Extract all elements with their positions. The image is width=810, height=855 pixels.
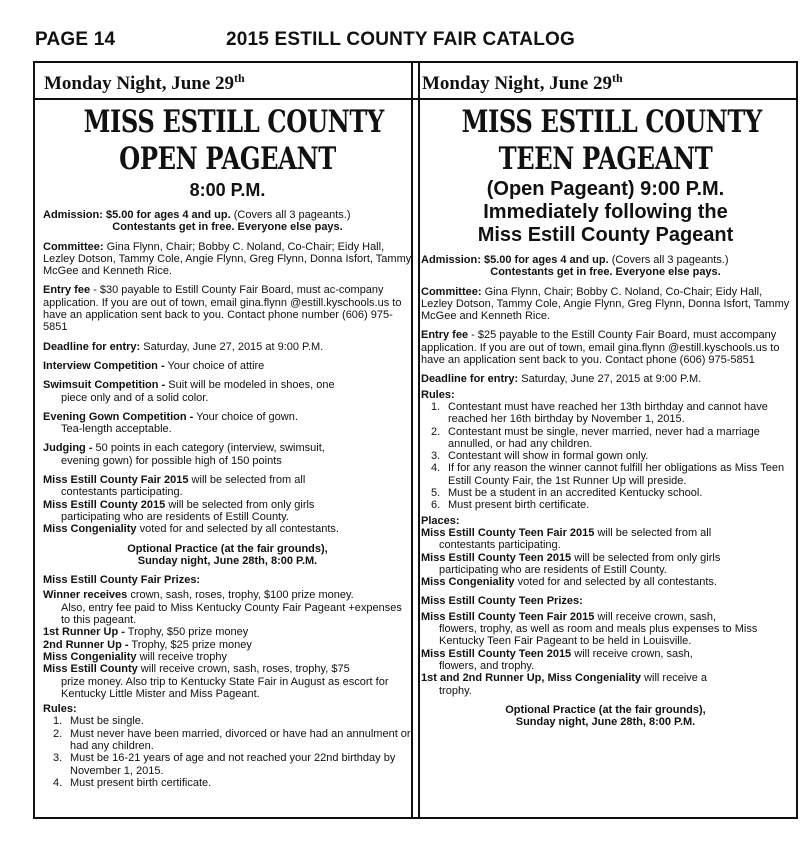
runner-up-text: will receive a	[641, 672, 708, 685]
deadline	[43, 341, 412, 353]
teen-fair-label: Miss Estill County Teen Fair 2015	[421, 526, 595, 539]
practice-line-2	[43, 555, 412, 567]
teen-county-prize-text: will receive crown, sash,	[571, 647, 693, 660]
event-date	[421, 67, 790, 95]
admission-label: Admission: $5.00 for ages 4 and up.	[43, 209, 231, 221]
committee-label: Committee:	[43, 240, 104, 253]
swimsuit-label: Swimsuit Competition -	[43, 379, 166, 392]
gown-details: Your choice of gown.	[193, 410, 298, 423]
pageant-title-line-1: MISS ESTILL COUNTY	[83, 104, 384, 140]
rules-list	[43, 715, 412, 789]
practice-line-1	[43, 543, 412, 555]
list-item	[421, 487, 790, 499]
deadline-label: Deadline for entry:	[421, 373, 519, 386]
deadline	[421, 373, 790, 385]
event-date-text: Monday Night, June 29	[44, 73, 235, 94]
fair-selection-text-2: contestants participating.	[61, 486, 183, 499]
gown-details-2: Tea-length acceptable.	[61, 423, 172, 436]
event-date-suffix: th	[234, 71, 245, 85]
entry-fee-label: Entry fee	[421, 329, 469, 342]
list-item-text: Contestant must have reached her 13th birthday and cannot have reached her 16th birthday by November 1, 2015.	[448, 400, 768, 426]
second-runner-up	[43, 639, 412, 651]
committee-members: Gina Flynn, Chair; Bobby C. Noland, Co-Chair; Eidy Hall, Lezley Dotson, Tammy Cole, Angie Flynn, Greg Flynn, Donna Isfort, Tammy McGee and Kenneth Rice.	[421, 285, 790, 323]
county-prize-text: will receive crown, sash, roses, trophy, $75	[137, 663, 350, 676]
teen-county-prize-text-2: flowers, and trophy.	[439, 659, 535, 672]
list-item-number: 4.	[53, 776, 63, 789]
entry-fee	[43, 284, 412, 333]
page-header	[35, 29, 800, 56]
judging-label: Judging -	[43, 442, 93, 455]
pageant-subtitle-3: Miss Estill County Pageant	[477, 224, 734, 246]
practice-text-2: Sunday night, June 28th, 8:00 P.M.	[137, 554, 318, 567]
judging-details-2: evening gown) for possible high of 150 points	[61, 454, 282, 467]
judging-details: 50 points in each category (interview, swimsuit,	[92, 442, 325, 455]
winner-label: Winner receives	[43, 589, 128, 602]
practice-text-1: Optional Practice (at the fair grounds),	[127, 542, 328, 555]
admission-label: Admission: $5.00 for ages 4 and up.	[421, 254, 609, 266]
teen-fair-selection	[421, 527, 790, 539]
list-item	[43, 728, 412, 753]
rules-heading-text: Rules:	[43, 703, 77, 716]
swimsuit-details: Suit will be modeled in shoes, one	[165, 379, 335, 392]
swimsuit-details-2: piece only and of a solid color.	[61, 391, 209, 404]
swimsuit-competition	[43, 379, 412, 391]
congeniality-prize	[43, 651, 412, 663]
admission-policy: Contestants get in free. Everyone else pays.	[490, 266, 721, 279]
teen-county-label: Miss Estill County Teen 2015	[421, 551, 572, 564]
pageant-subtitle-2: Immediately following the	[483, 201, 728, 223]
judging	[43, 442, 412, 454]
list-item	[421, 401, 790, 426]
evening-gown-competition	[43, 411, 412, 423]
prizes-heading-text: Miss Estill County Teen Prizes:	[421, 595, 583, 608]
committee	[43, 241, 412, 278]
admission-note: (Covers all 3 pageants.)	[608, 254, 729, 266]
teen-fair-prize-label: Miss Estill County Teen Fair 2015	[421, 610, 595, 623]
gown-label: Evening Gown Competition -	[43, 410, 194, 423]
pageant-title-line-2: OPEN PAGEANT	[119, 141, 336, 177]
first-runner-up	[43, 626, 412, 638]
runner-up-text-2: trophy.	[439, 684, 472, 697]
prizes-heading	[43, 574, 412, 586]
congeniality-selection	[43, 523, 412, 535]
list-item-number: 5.	[431, 487, 441, 500]
list-item-number: 3.	[431, 450, 441, 463]
committee	[421, 286, 790, 323]
county-prize-label: Miss Estill County	[43, 663, 138, 676]
county-selection-text: will be selected from only girls	[165, 498, 315, 511]
congeniality-label: Miss Congeniality	[43, 523, 137, 536]
admission	[43, 209, 412, 221]
list-item-text: Must present birth certificate.	[70, 776, 212, 789]
interview-details: Your choice of attire	[164, 359, 265, 372]
admission-note: (Covers all 3 pageants.)	[230, 209, 351, 221]
event-date	[43, 67, 412, 95]
practice-text-2: Sunday night, June 28th, 8:00 P.M.	[515, 716, 696, 729]
admission	[421, 254, 790, 266]
teen-fair-text-2: contestants participating.	[439, 539, 561, 552]
congeniality-selection	[421, 576, 790, 588]
winner-details: crown, sash, roses, trophy, $100 prize money.	[127, 589, 354, 602]
county-prize	[43, 663, 412, 675]
fair-selection-text: will be selected from all	[188, 474, 306, 487]
list-item-text: Contestant will show in formal gown only.	[448, 450, 649, 463]
entry-fee-details: - $25 payable to the Estill County Fair Board, must accompany application. If you are out of town, email gina.flynn @estill.kyschools.us to have an application sent back to you. Contact phone (606) 975-5851	[421, 329, 780, 367]
places-heading-text: Places:	[421, 514, 460, 527]
county-prize-text-2: prize money. Also trip to Kentucky State Fair in August as escort for Kentucky Little Mister and Miss Pageant.	[61, 675, 389, 700]
teen-pageant-panel	[411, 61, 798, 819]
teen-county-prize	[421, 648, 790, 660]
rules-list	[421, 401, 790, 512]
list-item-text: Must never have been married, divorced or have had an annulment or had any children.	[70, 727, 411, 752]
interview-label: Interview Competition -	[43, 359, 165, 372]
county-selection-text-2: participating who are residents of Estill County.	[61, 510, 289, 523]
committee-label: Committee:	[421, 285, 482, 298]
list-item-number: 2.	[431, 425, 441, 438]
committee-members: Gina Flynn, Chair; Bobby C. Noland, Co-Chair; Eidy Hall, Lezley Dotson, Tammy Cole, Angie Flynn, Greg Flynn, Donna Isfort, Tammy McGee and Kenneth Rice.	[43, 240, 412, 278]
teen-county-selection	[421, 552, 790, 564]
winner-details-2: Also, entry fee paid to Miss Kentucky County Fair Pageant +expenses to this pageant.	[61, 601, 402, 627]
pageant-title-line-1: MISS ESTILL COUNTY	[461, 104, 762, 140]
second-runner-up-prize: Trophy, $25 prize money	[128, 638, 252, 651]
entry-fee-details: - $30 payable to Estill County Fair Board, must ac-company application. If you are out of town, email gina.flynn @estill.kyschools.us to have an application sent back to you. Contact phone number (606) 975-5851	[43, 284, 402, 334]
second-runner-up-label: 2nd Runner Up -	[43, 638, 129, 651]
winner-prize	[43, 589, 412, 601]
teen-fair-prize	[421, 611, 790, 623]
prizes-heading	[421, 595, 790, 607]
list-item-number: 1.	[53, 715, 63, 728]
teen-fair-prize-text-2: flowers, trophy, as well as room and meals plus expenses to Miss Kentucky Teen Fair Pageant to be held in Louisville.	[439, 623, 758, 648]
first-runner-up-prize: Trophy, $50 prize money	[124, 626, 249, 639]
admission-policy: Contestants get in free. Everyone else pays.	[112, 221, 343, 234]
list-item	[43, 715, 412, 727]
list-item-text: Must present birth certificate.	[448, 499, 590, 512]
list-item-text: Must be single.	[70, 715, 144, 728]
list-item	[43, 777, 412, 789]
practice-line-1	[421, 704, 790, 716]
list-item-text: Contestant must be single, never married, never had a marriage annulled, or had any children.	[448, 425, 760, 450]
deadline-label: Deadline for entry:	[43, 340, 141, 353]
list-item-text: If for any reason the winner cannot fulfill her obligations as Miss Teen Estill County Fair, the 1st Runner Up will preside.	[448, 462, 785, 487]
runner-up-prize	[421, 672, 790, 684]
list-item-number: 4.	[431, 462, 441, 475]
deadline-date: Saturday, June 27, 2015 at 9:00 P.M.	[140, 340, 324, 353]
congeniality-text: voted for and selected by all contestants.	[514, 576, 717, 589]
event-date-suffix: th	[612, 71, 623, 85]
teen-fair-text: will be selected from all	[594, 526, 712, 539]
rules-heading	[421, 389, 790, 401]
list-item	[421, 426, 790, 451]
list-item-number: 6.	[431, 499, 441, 512]
practice-text-1: Optional Practice (at the fair grounds),	[505, 703, 706, 716]
teen-fair-prize-text: will receive crown, sash,	[594, 610, 717, 623]
places-heading	[421, 515, 790, 527]
list-item-number: 1.	[431, 400, 441, 413]
entry-fee	[421, 329, 790, 366]
interview-competition	[43, 360, 412, 372]
admission-line-2	[43, 221, 412, 233]
teen-county-prize-label: Miss Estill County Teen 2015	[421, 647, 572, 660]
pageant-title-line-2: TEEN PAGEANT	[498, 141, 713, 177]
list-item-number: 2.	[53, 727, 63, 740]
congeniality-label: Miss Congeniality	[421, 576, 515, 589]
fair-selection	[43, 474, 412, 486]
list-item-number: 3.	[53, 752, 63, 765]
congeniality-text: voted for and selected by all contestants.	[136, 523, 339, 536]
list-item	[421, 462, 790, 487]
pageant-subtitle-1: (Open Pageant) 9:00 P.M.	[486, 178, 725, 200]
list-item-text: Must be a student in an accredited Kentucky school.	[448, 487, 703, 500]
congeniality-prize-text: will receive trophy	[136, 650, 228, 663]
list-item-text: Must be 16-21 years of age and not reached your 22nd birthday by November 1, 2015.	[70, 752, 396, 777]
county-selection	[43, 499, 412, 511]
practice-line-2	[421, 716, 790, 728]
list-item	[421, 499, 790, 511]
teen-county-text-2: participating who are residents of Estill County.	[439, 563, 667, 576]
event-date-text: Monday Night, June 29	[422, 73, 613, 94]
open-pageant-panel	[33, 61, 420, 819]
deadline-date: Saturday, June 27, 2015 at 9:00 P.M.	[518, 373, 702, 386]
fair-title-label: Miss Estill County Fair 2015	[43, 474, 189, 487]
catalog-title: 2015 ESTILL COUNTY FAIR CATALOG	[226, 29, 575, 50]
rules-heading-text: Rules:	[421, 388, 455, 401]
county-title-label: Miss Estill County 2015	[43, 498, 166, 511]
page-number: PAGE 14	[35, 29, 116, 50]
list-item	[421, 450, 790, 462]
admission-line-2	[421, 266, 790, 278]
prizes-heading-text: Miss Estill County Fair Prizes:	[43, 574, 201, 587]
list-item	[43, 752, 412, 777]
teen-county-text: will be selected from only girls	[571, 551, 721, 564]
pageant-time: 8:00 P.M.	[189, 180, 266, 200]
congeniality-prize-label: Miss Congeniality	[43, 650, 137, 663]
first-runner-up-label: 1st Runner Up -	[43, 626, 125, 639]
runner-up-label: 1st and 2nd Runner Up, Miss Congeniality	[421, 672, 642, 685]
entry-fee-label: Entry fee	[43, 284, 91, 297]
rules-heading	[43, 703, 412, 715]
